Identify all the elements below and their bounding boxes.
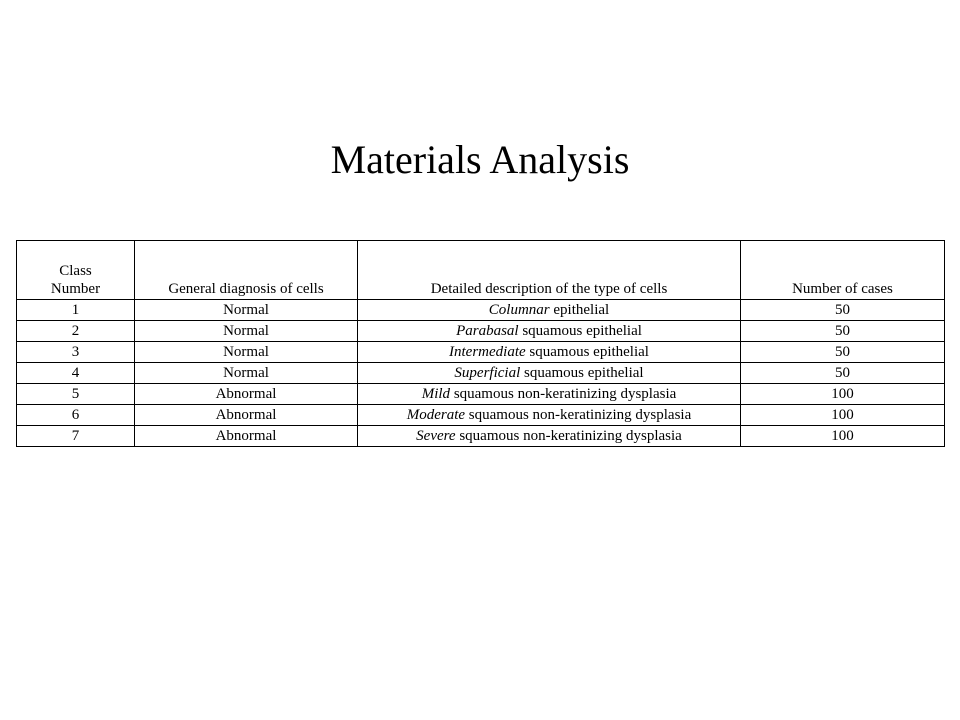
table-row — [17, 384, 945, 405]
cell-description-rest: epithelial — [549, 302, 610, 318]
table-row — [17, 405, 945, 426]
cell-class-number: 4 — [17, 363, 135, 384]
cell-cases: 100 — [741, 384, 945, 405]
header-number-of-cases: Number of cases — [741, 241, 945, 300]
cell-cases: 50 — [741, 300, 945, 321]
cell-cases: 100 — [741, 426, 945, 447]
cell-description-rest: squamous epithelial — [518, 323, 642, 339]
table-row — [17, 426, 945, 447]
cell-cases: 50 — [741, 321, 945, 342]
cell-diagnosis: Normal — [135, 321, 358, 342]
cell-diagnosis: Abnormal — [135, 405, 358, 426]
cell-description — [358, 300, 741, 321]
header-general-diagnosis: General diagnosis of cells — [135, 241, 358, 300]
cell-class-number: 2 — [17, 321, 135, 342]
cell-description-term: Superficial — [454, 365, 521, 381]
header-detailed-description: Detailed description of the type of cells — [358, 241, 741, 300]
header-class-number: Class Number — [17, 241, 135, 300]
cell-description-term: Severe — [416, 428, 456, 444]
cell-cases: 50 — [741, 342, 945, 363]
cell-description — [358, 321, 741, 342]
materials-table — [16, 240, 945, 447]
cell-description — [358, 384, 741, 405]
table-row — [17, 300, 945, 321]
cell-description-rest: squamous non-keratinizing dysplasia — [455, 428, 682, 444]
cell-description-rest: squamous non-keratinizing dysplasia — [450, 386, 677, 402]
cell-description-rest: squamous epithelial — [525, 344, 649, 360]
cell-description — [358, 405, 741, 426]
cell-description-term: Mild — [421, 386, 451, 402]
cell-class-number: 6 — [17, 405, 135, 426]
table-header-row — [17, 241, 945, 300]
cell-cases: 100 — [741, 405, 945, 426]
cell-description-rest: squamous non-keratinizing dysplasia — [465, 407, 692, 423]
cell-diagnosis: Normal — [135, 363, 358, 384]
cell-class-number: 5 — [17, 384, 135, 405]
cell-description — [358, 363, 741, 384]
table-row — [17, 342, 945, 363]
cell-description-term: Moderate — [406, 407, 466, 423]
cell-diagnosis: Abnormal — [135, 384, 358, 405]
cell-description-term: Columnar — [488, 302, 550, 318]
table-row — [17, 321, 945, 342]
cell-description-rest: squamous epithelial — [520, 365, 644, 381]
cell-class-number: 7 — [17, 426, 135, 447]
cell-description-term: Parabasal — [456, 323, 519, 339]
slide-title: Materials Analysis — [330, 137, 630, 182]
cell-cases: 50 — [741, 363, 945, 384]
cell-class-number: 3 — [17, 342, 135, 363]
cell-diagnosis: Normal — [135, 342, 358, 363]
cell-description — [358, 342, 741, 363]
cell-description-term: Intermediate — [449, 344, 526, 360]
cell-diagnosis: Abnormal — [135, 426, 358, 447]
cell-diagnosis: Normal — [135, 300, 358, 321]
table-row — [17, 363, 945, 384]
cell-class-number: 1 — [17, 300, 135, 321]
cell-description — [358, 426, 741, 447]
